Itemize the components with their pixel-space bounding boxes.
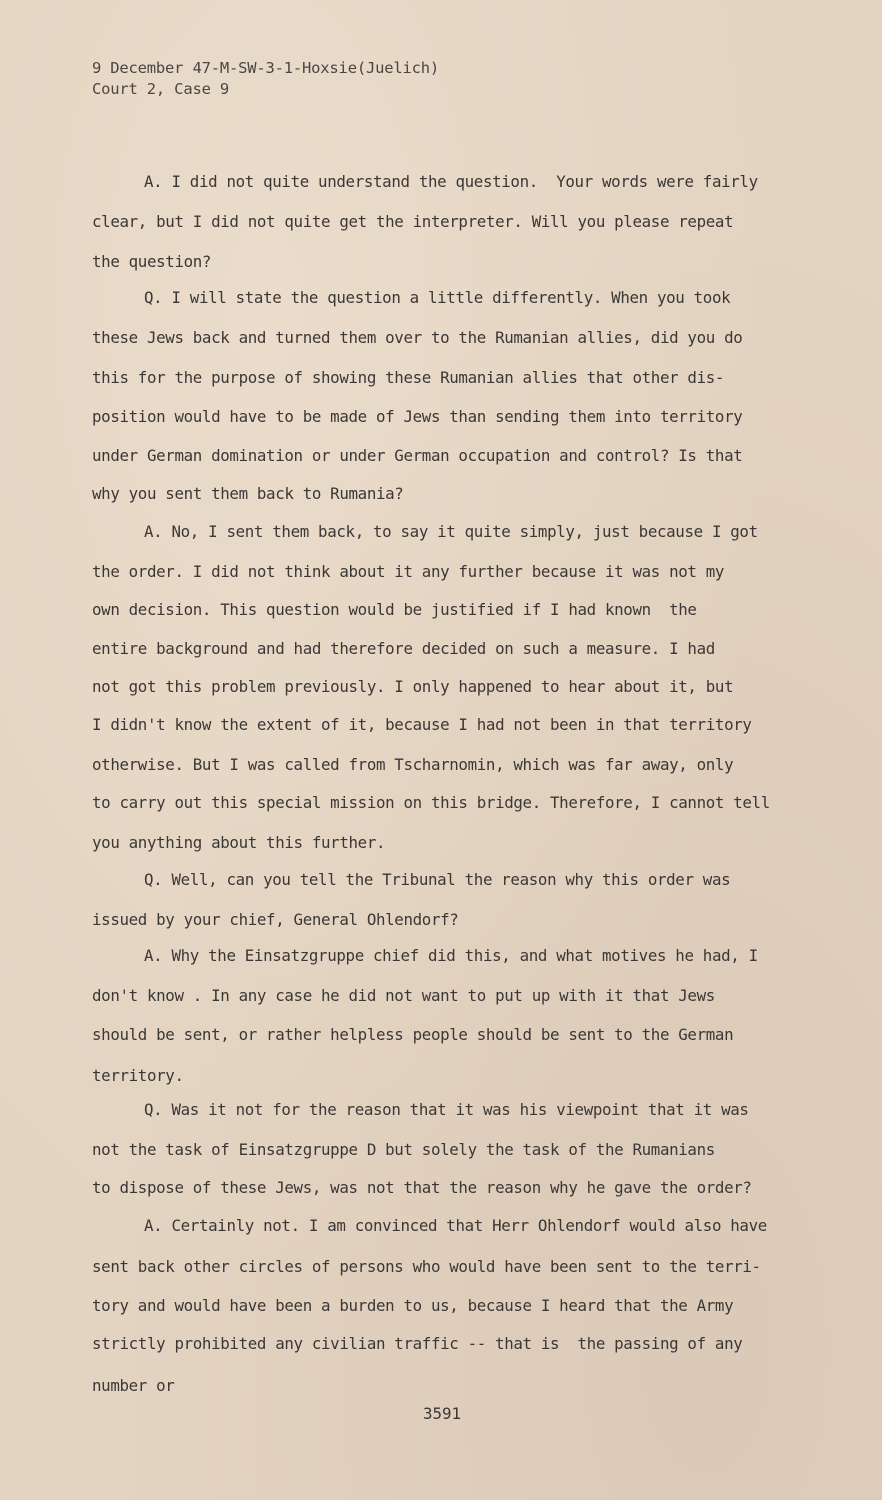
transcript-line: entire background and had therefore decided on such a measure. I had	[92, 639, 715, 658]
transcript-line: Q. Was it not for the reason that it was his viewpoint that it was	[144, 1100, 749, 1119]
transcript-line: these Jews back and turned them over to the Rumanian allies, did you do	[92, 328, 743, 347]
transcript-line: clear, but I did not quite get the interpreter. Will you please repeat	[92, 212, 734, 231]
transcript-line: not got this problem previously. I only happened to hear about it, but	[92, 677, 734, 696]
transcript-line: territory.	[92, 1066, 184, 1085]
transcript-line: position would have to be made of Jews than sending them into territory	[92, 407, 743, 426]
transcript-line: A. Certainly not. I am convinced that Herr Ohlendorf would also have	[144, 1216, 767, 1235]
transcript-line: why you sent them back to Rumania?	[92, 484, 404, 503]
transcript-line: number or	[92, 1376, 175, 1395]
transcript-line: I didn't know the extent of it, because I had not been in that territory	[92, 715, 752, 734]
transcript-line: sent back other circles of persons who would have been sent to the terri-	[92, 1257, 761, 1276]
transcript-line: the question?	[92, 252, 212, 271]
transcript-line: Q. I will state the question a little differently. When you took	[144, 288, 731, 307]
transcript-line: don't know . In any case he did not want to put up with it that Jews	[92, 986, 715, 1005]
transcript-line: A. I did not quite understand the question. Your words were fairly	[144, 172, 758, 191]
transcript-line: own decision. This question would be justified if I had known the	[92, 600, 697, 619]
transcript-line: strictly prohibited any civilian traffic -- that is the passing of any	[92, 1334, 743, 1353]
document-header	[92, 58, 439, 100]
transcript-line: otherwise. But I was called from Tscharnomin, which was far away, only	[92, 755, 734, 774]
page-number: 3591	[423, 1404, 462, 1423]
transcript-line: should be sent, or rather helpless people should be sent to the German	[92, 1025, 734, 1044]
transcript-line: A. Why the Einsatzgruppe chief did this, and what motives he had, I	[144, 946, 758, 965]
transcript-line: this for the purpose of showing these Rumanian allies that other dis-	[92, 368, 725, 387]
transcript-line: to carry out this special mission on this bridge. Therefore, I cannot tell	[92, 793, 770, 812]
header-reference-line: 9 December 47-M-SW-3-1-Hoxsie(Juelich)	[92, 59, 440, 77]
transcript-line: the order. I did not think about it any further because it was not my	[92, 562, 725, 581]
transcript-line: under German domination or under German occupation and control? Is that	[92, 446, 743, 465]
transcript-line: you anything about this further.	[92, 833, 386, 852]
transcript-line: issued by your chief, General Ohlendorf?	[92, 910, 459, 929]
transcript-line: Q. Well, can you tell the Tribunal the reason why this order was	[144, 870, 731, 889]
transcript-line: to dispose of these Jews, was not that the reason why he gave the order?	[92, 1178, 752, 1197]
header-court-line: Court 2, Case 9	[92, 80, 229, 98]
transcript-line: not the task of Einsatzgruppe D but solely the task of the Rumanians	[92, 1140, 715, 1159]
transcript-line: A. No, I sent them back, to say it quite simply, just because I got	[144, 522, 758, 541]
transcript-line: tory and would have been a burden to us, because I heard that the Army	[92, 1296, 734, 1315]
